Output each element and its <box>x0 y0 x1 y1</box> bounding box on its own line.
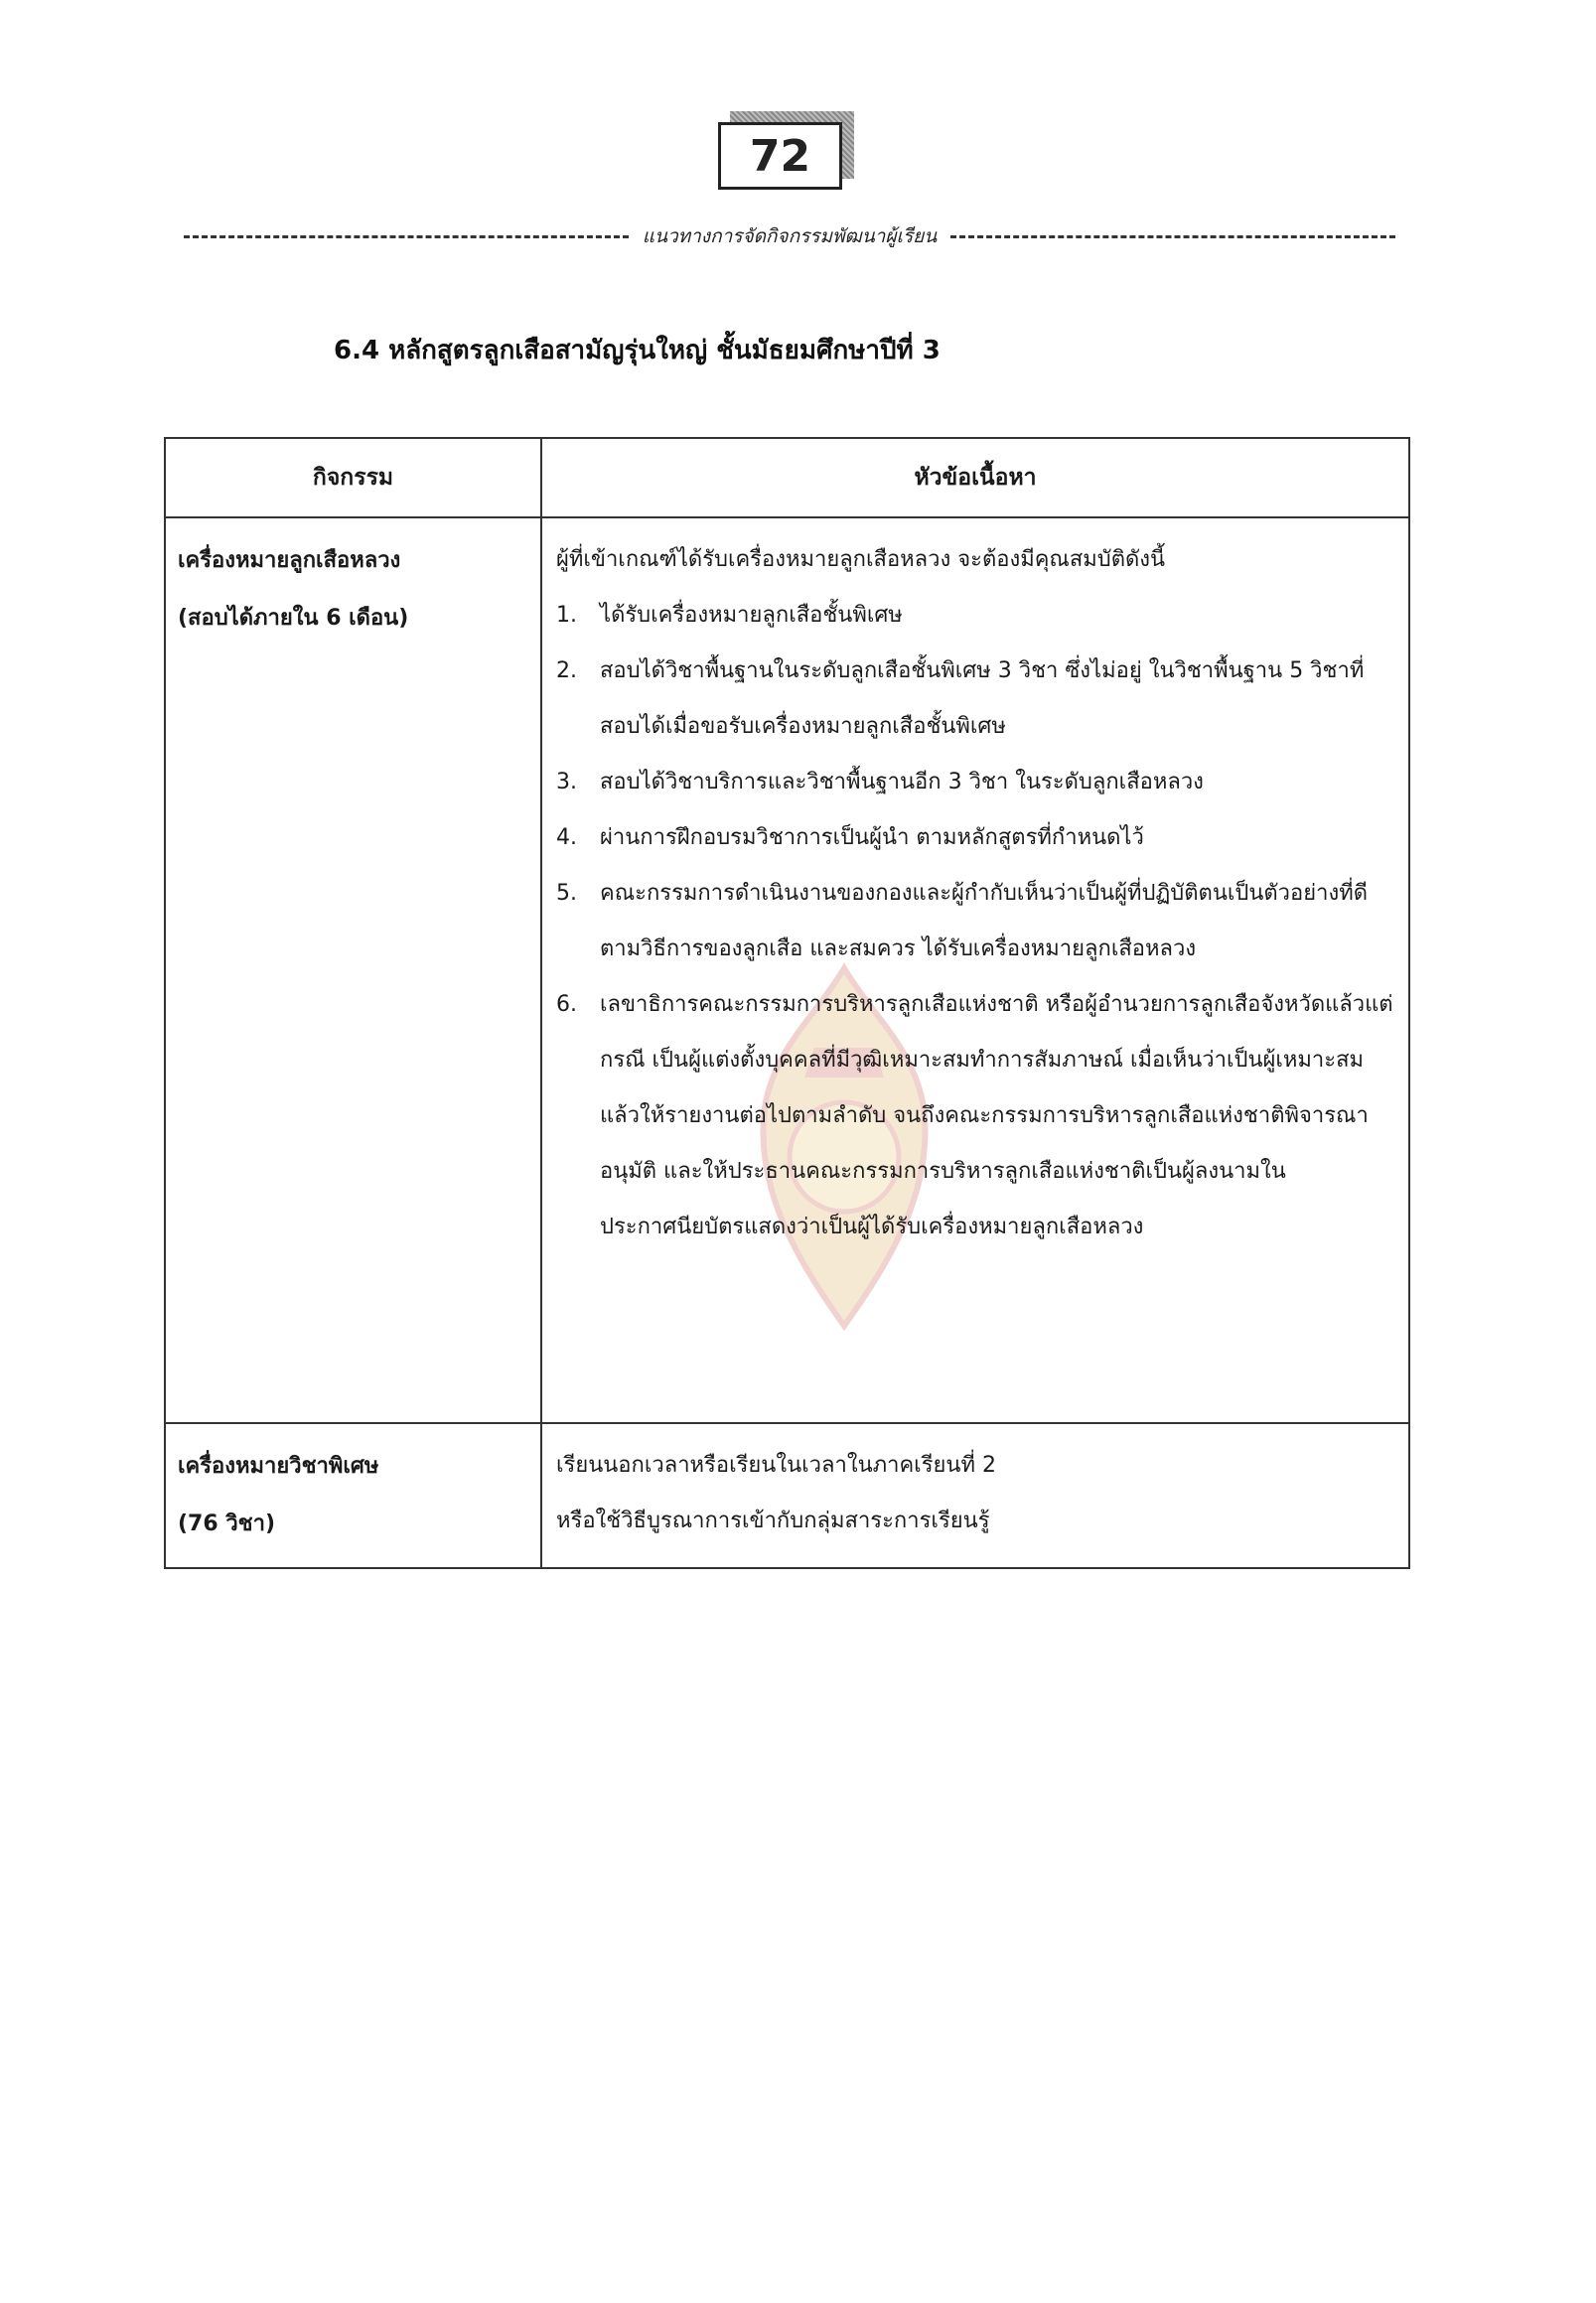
content-line: หรือใช้วิธีบูรณาการเข้ากับกลุ่มสาระการเรียนรู้ <box>556 1509 990 1533</box>
running-header <box>184 226 1395 246</box>
list-text: ผ่านการฝึกอบรมวิชาการเป็นผู้นำ ตามหลักสูตรที่กำหนดไว้ <box>600 825 1144 850</box>
list-text: ได้รับเครื่องหมายลูกเสือชั้นพิเศษ <box>600 603 903 628</box>
list-number: 2. <box>556 658 577 683</box>
curriculum-table <box>164 437 1410 1569</box>
qualification-list <box>556 588 1394 1255</box>
activity-cell <box>165 1423 541 1568</box>
list-number: 1. <box>556 603 577 628</box>
activity-name: เครื่องหมายลูกเสือหลวง <box>178 548 401 573</box>
header-activity: กิจกรรม <box>165 438 541 517</box>
table-row <box>165 1423 1409 1568</box>
list-item <box>556 755 1394 810</box>
page-number: 72 <box>718 122 842 190</box>
activity-note: (76 วิชา) <box>178 1511 276 1536</box>
table-header-row <box>165 438 1409 517</box>
list-item <box>556 866 1394 977</box>
header-dash-right <box>950 235 1395 238</box>
section-title: 6.4 หลักสูตรลูกเสือสามัญรุ่นใหญ่ ชั้นมัธยมศึกษาปีที่ 3 <box>334 336 941 365</box>
list-number: 4. <box>556 825 577 850</box>
content-cell <box>541 1423 1409 1568</box>
header-dash-left <box>184 235 629 238</box>
list-item <box>556 588 1394 644</box>
content-cell <box>541 517 1409 1423</box>
list-item <box>556 644 1394 755</box>
list-number: 5. <box>556 881 577 906</box>
list-text: สอบได้วิชาบริการและวิชาพื้นฐานอีก 3 วิชา ในระดับลูกเสือหลวง <box>600 770 1204 794</box>
list-item <box>556 977 1394 1255</box>
header-content: หัวข้อเนื้อหา <box>541 438 1409 517</box>
list-text: สอบได้วิชาพื้นฐานในระดับลูกเสือชั้นพิเศษ 3 วิชา ซึ่งไม่อยู่ ในวิชาพื้นฐาน 5 วิชาที่สอบได้เมื่อขอรับเครื่องหมายลูกเสือชั้นพิเศษ <box>600 658 1365 739</box>
list-number: 3. <box>556 770 577 794</box>
table-row <box>165 517 1409 1423</box>
list-text: คณะกรรมการดำเนินงานของกองและผู้กำกับเห็นว่าเป็นผู้ที่ปฏิบัติตนเป็นตัวอย่างที่ดีตามวิธีการของลูกเสือ และสมควร ได้รับเครื่องหมายลูกเสือหลวง <box>600 881 1369 961</box>
list-text: เลขาธิการคณะกรรมการบริหารลูกเสือแห่งชาติ หรือผู้อำนวยการลูกเสือจังหวัดแล้วแต่กรณี เป็นผู้แต่งตั้งบุคคลที่มีวุฒิเหมาะสมทำการสัมภาษณ์ เมื่อเห็นว่าเป็นผู้เหมาะสมแล้วให้รายงานต่อไปตามลำดับ จนถึงคณะกรรมการบริหารลูกเสือแห่งชาติพิจารณาอนุมัติ และให้ประธานคณะกรรมการบริหารลูกเสือแห่งชาติเป็นผู้ลงนามในประกาศนียบัตรแสดงว่าเป็นผู้ได้รับเครื่องหมายลูกเสือหลวง <box>600 992 1393 1239</box>
list-item <box>556 810 1394 866</box>
running-title: แนวทางการจัดกิจกรรมพัฒนาผู้เรียน <box>642 225 938 247</box>
activity-cell <box>165 517 541 1423</box>
list-number: 6. <box>556 992 577 1017</box>
content-intro: ผู้ที่เข้าเกณฑ์ได้รับเครื่องหมายลูกเสือหลวง จะต้องมีคุณสมบัติดังนี้ <box>556 547 1166 572</box>
content-line: เรียนนอกเวลาหรือเรียนในเวลาในภาคเรียนที่ 2 <box>556 1453 996 1478</box>
activity-name: เครื่องหมายวิชาพิเศษ <box>178 1454 379 1479</box>
activity-note: (สอบได้ภายใน 6 เดือน) <box>178 606 409 631</box>
